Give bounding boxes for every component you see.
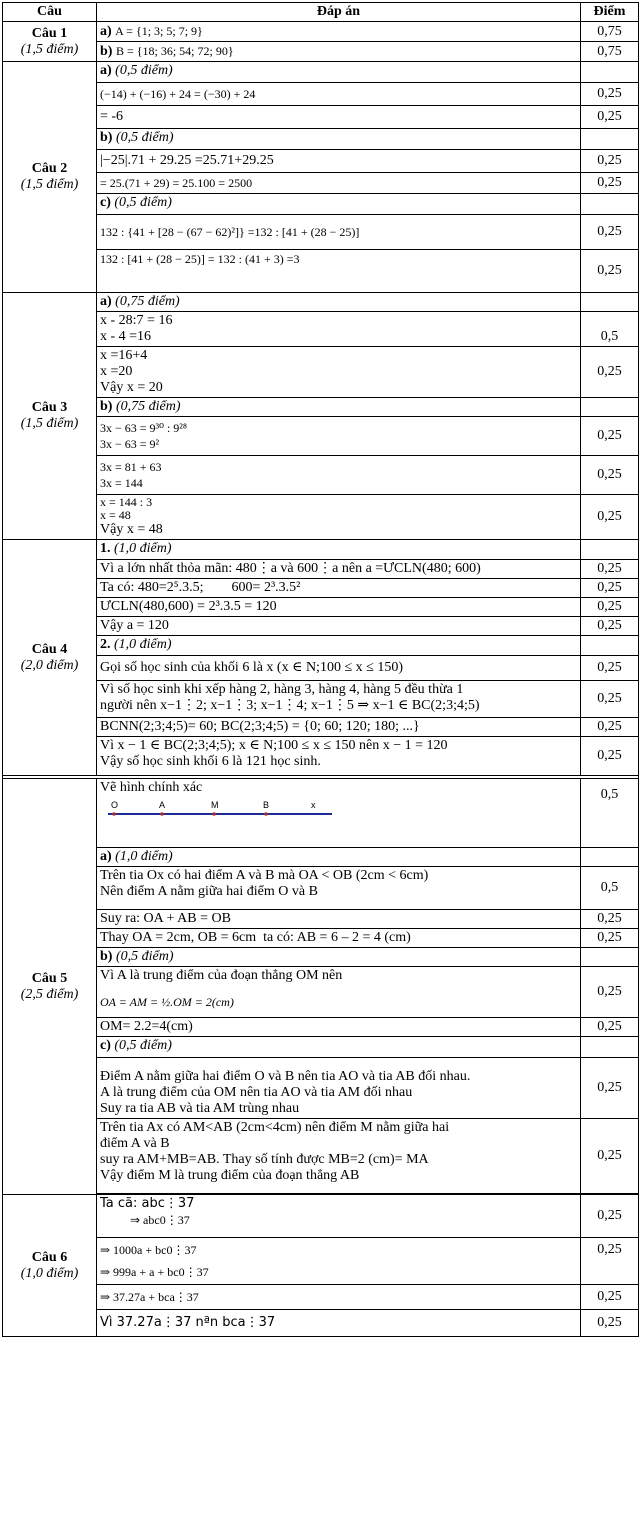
cau4-s2-empty xyxy=(581,636,639,656)
cau2-c1-diem: 0,25 xyxy=(581,215,639,250)
cau6-r2-line: ⇒ 999a + a + bc0⋮37 xyxy=(100,1265,209,1279)
cau1-row-a xyxy=(3,22,639,42)
cau3-b1-line: 3x − 63 = 9³⁰ : 9²⁸ xyxy=(100,421,188,435)
ray-point-label: A xyxy=(159,800,166,810)
cau2-c-pts: (0,5 điểm) xyxy=(114,195,172,210)
cau4-r4-diem: 0,25 xyxy=(581,617,639,636)
cau5-c2-line: điểm A và B xyxy=(100,1136,170,1151)
cau6-r2 xyxy=(97,1238,581,1285)
cau2-b-pts: (0,5 điểm) xyxy=(115,130,174,145)
ray-diagram xyxy=(100,796,340,822)
cau4-r8-line: Vì x − 1 ∈ BC(2;3;4;5); x ∈ N;100 ≤ x ≤ 150 nên x − 1 = 120 xyxy=(100,738,448,753)
cau6-r1-line: ⇒ abc0⋮37 xyxy=(130,1213,190,1227)
cau5-c1 xyxy=(97,1058,581,1119)
cau3-a-pts: (0,75 điểm) xyxy=(115,294,180,309)
cau5-a-label: a) xyxy=(100,849,112,864)
cau3-b-title xyxy=(97,398,581,417)
cau5-b2-diem: 0,25 xyxy=(581,1018,639,1037)
cau5-b-title xyxy=(97,948,581,967)
cau4-r5-diem: 0,25 xyxy=(581,656,639,681)
cau4-s2-label: 2. xyxy=(100,637,111,652)
cau5-b2: OM= 2.2=4(cm) xyxy=(97,1018,581,1037)
cau3-a-empty xyxy=(581,293,639,312)
ray-point-dot xyxy=(112,812,116,816)
cau5-label xyxy=(3,779,97,1195)
cau3-a2 xyxy=(97,347,581,398)
cau2-b-empty xyxy=(581,129,639,150)
cau2-c2-diem: 0,25 xyxy=(581,250,639,293)
cau3-a2-line: Vậy x = 20 xyxy=(100,380,163,395)
cau5-a-title xyxy=(97,848,581,867)
cau3-b1-line: 3x − 63 = 9² xyxy=(100,437,160,451)
cau4-r3: ƯCLN(480,600) = 2³.3.5 = 120 xyxy=(97,598,581,617)
cau4-r6-line: người nên x−1⋮2; x−1⋮3; x−1⋮4; x−1⋮5 ⇒ x−1 ∈ BC(2;3;4;5) xyxy=(100,698,480,713)
cau1-row-b xyxy=(3,42,639,62)
cau5-a1 xyxy=(97,867,581,910)
cau5-a-empty xyxy=(581,848,639,867)
answer-table xyxy=(2,2,639,1337)
cau3-a2-line: x =20 xyxy=(100,364,133,379)
cau2-a-title xyxy=(97,62,581,83)
cau2-a-empty xyxy=(581,62,639,83)
cau4-s1-empty xyxy=(581,540,639,560)
cau4-label xyxy=(3,540,97,776)
cau5-c-pts: (0,5 điểm) xyxy=(114,1038,172,1053)
cau2-a1-diem: 0,25 xyxy=(581,83,639,106)
cau3-a1-line: x - 28:7 = 16 xyxy=(100,313,173,328)
cau6-r3: ⇒ 37.27a + bca⋮37 xyxy=(97,1285,581,1310)
cau5-c1-line: Điểm A nằm giữa hai điểm O và B nên tia AO và tia AB đối nhau. xyxy=(100,1069,471,1084)
cau4-r4: Vậy a = 120 xyxy=(97,617,581,636)
cau5-c1-line: A là trung điểm của OM nên tia AO và tia AM đối nhau xyxy=(100,1085,413,1100)
cau5-b-empty xyxy=(581,948,639,967)
cau1-a-answer xyxy=(97,22,581,42)
cau5-b-label: b) xyxy=(100,949,113,964)
cau5-b1-diem: 0,25 xyxy=(581,967,639,1018)
cau2-b1-diem: 0,25 xyxy=(581,150,639,173)
cau3-b3 xyxy=(97,495,581,540)
cau5-b-pts: (0,5 điểm) xyxy=(115,949,174,964)
ray-point-label: x xyxy=(311,800,316,810)
cau3-b-pts: (0,75 điểm) xyxy=(115,399,181,414)
cau1-b-diem: 0,75 xyxy=(581,42,639,62)
cau5-fig-title: Vẽ hình chính xác xyxy=(100,780,203,795)
cau3-b-label: b) xyxy=(100,399,113,414)
cau6-r1 xyxy=(97,1195,581,1238)
cau5-pts: (2,5 điểm) xyxy=(20,986,79,1002)
cau4-s2-title xyxy=(97,636,581,656)
cau4-r2: Ta có: 480=2⁵.3.5; 600= 2³.3.5² xyxy=(97,579,581,598)
cau5-a3-diem: 0,25 xyxy=(581,929,639,948)
cau4-r8-diem: 0,25 xyxy=(581,737,639,776)
cau3-b2 xyxy=(97,456,581,495)
cau5-c2 xyxy=(97,1119,581,1194)
cau1-name: Câu 1 xyxy=(31,25,68,41)
cau1-a-text: A = {1; 3; 5; 7; 9} xyxy=(115,24,203,38)
cau2-pts: (1,5 điểm) xyxy=(20,177,79,192)
header-row xyxy=(3,3,639,22)
cau3-a1-diem: 0,5 xyxy=(581,312,639,347)
cau3-b3-line: Vậy x = 48 xyxy=(100,522,163,537)
cau5-a1-diem: 0,5 xyxy=(581,867,639,910)
cau4-r8 xyxy=(97,737,581,776)
cau4-r8-line: Vậy số học sinh khối 6 là 121 học sinh. xyxy=(100,754,321,769)
cau5-a1-line: Nên điểm A nằm giữa hai điểm O và B xyxy=(100,884,318,899)
cau3-b-empty xyxy=(581,398,639,417)
cau5-c1-diem: 0,25 xyxy=(581,1058,639,1119)
cau2-c-title xyxy=(97,194,581,215)
cau5-c-title xyxy=(97,1037,581,1058)
cau4-s1-label: 1. xyxy=(100,541,111,556)
cau1-b-text: B = {18; 36; 54; 72; 90} xyxy=(115,44,234,58)
cau5-c2-line: Trên tia Ax có AM<AB (2cm<4cm) nên điểm M nằm giữa hai xyxy=(100,1120,450,1135)
cau2-c1: 132 : {41 + [28 − (67 − 62)²]} =132 : [41 + (28 − 25)] xyxy=(97,215,581,250)
cau4-name: Câu 4 xyxy=(31,641,68,657)
cau6-r4-diem: 0,25 xyxy=(581,1310,639,1337)
cau3-a1 xyxy=(97,312,581,347)
cau2-b-label: b) xyxy=(100,130,113,145)
cau3-a2-line: x =16+4 xyxy=(100,348,148,363)
header-cau: Câu xyxy=(3,3,97,22)
cau5-name: Câu 5 xyxy=(31,970,68,986)
header-diem: Điểm xyxy=(581,3,639,22)
cau3-name: Câu 3 xyxy=(31,400,68,415)
cau3-a1-line: x - 4 =16 xyxy=(100,329,152,344)
cau3-a2-diem: 0,25 xyxy=(581,347,639,398)
cau5-b1-line: Vì A là trung điểm của đoạn thẳng OM nên xyxy=(100,968,343,983)
cau3-b2-line: 3x = 81 + 63 xyxy=(100,460,162,474)
cau1-b-label: b) xyxy=(100,44,113,59)
cau5-c-label: c) xyxy=(100,1038,111,1053)
cau1-label xyxy=(3,22,97,62)
cau6-pts: (1,0 điểm) xyxy=(20,1265,79,1281)
cau5-c2-line: suy ra AM+MB=AB. Thay số tính được MB=2 (cm)= MA xyxy=(100,1152,429,1167)
cau6-name: Câu 6 xyxy=(31,1249,68,1265)
cau3-pts: (1,5 điểm) xyxy=(20,416,79,431)
cau4-r6-diem: 0,25 xyxy=(581,681,639,718)
cau3-a-label: a) xyxy=(100,294,112,309)
cau5-c1-line: Suy ra tia AB và tia AM trùng nhau xyxy=(100,1101,300,1116)
cau3-b3-line: x = 48 xyxy=(100,508,131,522)
cau4-r7-diem: 0,25 xyxy=(581,718,639,737)
cau6-r1-line: Ta cã: abc⋮37 xyxy=(100,1196,195,1211)
cau2-a-pts: (0,5 điểm) xyxy=(115,63,173,78)
cau1-a-label: a) xyxy=(100,24,112,39)
cau3-b1-diem: 0,25 xyxy=(581,417,639,456)
cau4-s1-title xyxy=(97,540,581,560)
cau3-b2-diem: 0,25 xyxy=(581,456,639,495)
cau6-r1-diem: 0,25 xyxy=(581,1195,639,1238)
cau5-a2-diem: 0,25 xyxy=(581,910,639,929)
cau2-a1: (−14) + (−16) + 24 = (−30) + 24 xyxy=(97,83,581,106)
cau6-r2-line: ⇒ 1000a + bc0⋮37 xyxy=(100,1243,197,1257)
cau4-r1: Vì a lớn nhất thỏa mãn: 480⋮a và 600⋮a nên a =ƯCLN(480; 600) xyxy=(97,560,581,579)
cau5-a3: Thay OA = 2cm, OB = 6cm ta có: AB = 6 – 2 = 4 (cm) xyxy=(97,929,581,948)
cau4-r6 xyxy=(97,681,581,718)
cau3-b3-line: x = 144 : 3 xyxy=(100,495,153,509)
cau5-figure-cell xyxy=(97,779,581,848)
cau3-b1 xyxy=(97,417,581,456)
cau4-r6-line: Vì số học sinh khi xếp hàng 2, hàng 3, hàng 4, hàng 5 đều thừa 1 xyxy=(100,682,464,697)
ray-point-label: O xyxy=(111,800,119,810)
cau5-c2-line: Vậy điểm M là trung điểm của đoạn thẳng AB xyxy=(100,1168,360,1183)
cau6-r2-diem: 0,25 xyxy=(581,1238,639,1285)
cau5-c-empty xyxy=(581,1037,639,1058)
cau2-label xyxy=(3,62,97,293)
cau2-c2: 132 : [41 + (28 − 25)] = 132 : (41 + 3) =3 xyxy=(97,250,581,293)
cau4-r1-diem: 0,25 xyxy=(581,560,639,579)
cau5-fig-diem: 0,5 xyxy=(581,779,639,848)
cau2-c-empty xyxy=(581,194,639,215)
cau4-r7: BCNN(2;3;4;5)= 60; BC(2;3;4;5) = {0; 60; 120; 180; ...} xyxy=(97,718,581,737)
cau4-pts: (2,0 điểm) xyxy=(20,657,79,673)
cau5-a-pts: (1,0 điểm) xyxy=(115,849,173,864)
cau6-label xyxy=(3,1195,97,1337)
cau2-name: Câu 2 xyxy=(31,161,68,176)
cau4-r5: Gọi số học sinh của khối 6 là x (x ∈ N;100 ≤ x ≤ 150) xyxy=(97,656,581,681)
cau5-c2-diem: 0,25 xyxy=(581,1119,639,1194)
cau4-s1-pts: (1,0 điểm) xyxy=(114,541,172,556)
cau1-a-diem: 0,75 xyxy=(581,22,639,42)
cau3-a-title xyxy=(97,293,581,312)
cau2-a-label: a) xyxy=(100,63,112,78)
ray-point-dot xyxy=(160,812,164,816)
header-dap-an: Đáp án xyxy=(97,3,581,22)
cau2-b1: |−25|.71 + 29.25 =25.71+29.25 xyxy=(97,150,581,173)
cau5-b1-line: OA = AM = ½.OM = 2(cm) xyxy=(100,995,234,1009)
cau4-r3-diem: 0,25 xyxy=(581,598,639,617)
cau2-a2: = -6 xyxy=(97,106,581,129)
ray-point-dot xyxy=(264,812,268,816)
cau2-b2: = 25.(71 + 29) = 25.100 = 2500 xyxy=(97,173,581,194)
cau2-b2-diem: 0,25 xyxy=(581,173,639,194)
ray-point-label: M xyxy=(211,800,219,810)
cau4-s2-pts: (1,0 điểm) xyxy=(114,637,172,652)
cau1-b-answer xyxy=(97,42,581,62)
cau5-a1-line: Trên tia Ox có hai điểm A và B mà OA < OB (2cm < 6cm) xyxy=(100,868,429,883)
cau2-b-title xyxy=(97,129,581,150)
ray-point-dot xyxy=(212,812,216,816)
cau3-b3-diem: 0,25 xyxy=(581,495,639,540)
cau5-b1 xyxy=(97,967,581,1018)
ray-point-label: B xyxy=(263,800,270,810)
cau1-pts: (1,5 điểm) xyxy=(20,41,79,57)
cau3-label xyxy=(3,293,97,540)
cau2-c-label: c) xyxy=(100,195,111,210)
cau5-a2: Suy ra: OA + AB = OB xyxy=(97,910,581,929)
cau2-a2-diem: 0,25 xyxy=(581,106,639,129)
cau6-r4: Vì 37.27a⋮37 nªn bca⋮37 xyxy=(97,1310,581,1337)
cau3-b2-line: 3x = 144 xyxy=(100,476,143,490)
cau2-a-header xyxy=(3,62,639,83)
cau4-r2-diem: 0,25 xyxy=(581,579,639,598)
cau6-r3-diem: 0,25 xyxy=(581,1285,639,1310)
